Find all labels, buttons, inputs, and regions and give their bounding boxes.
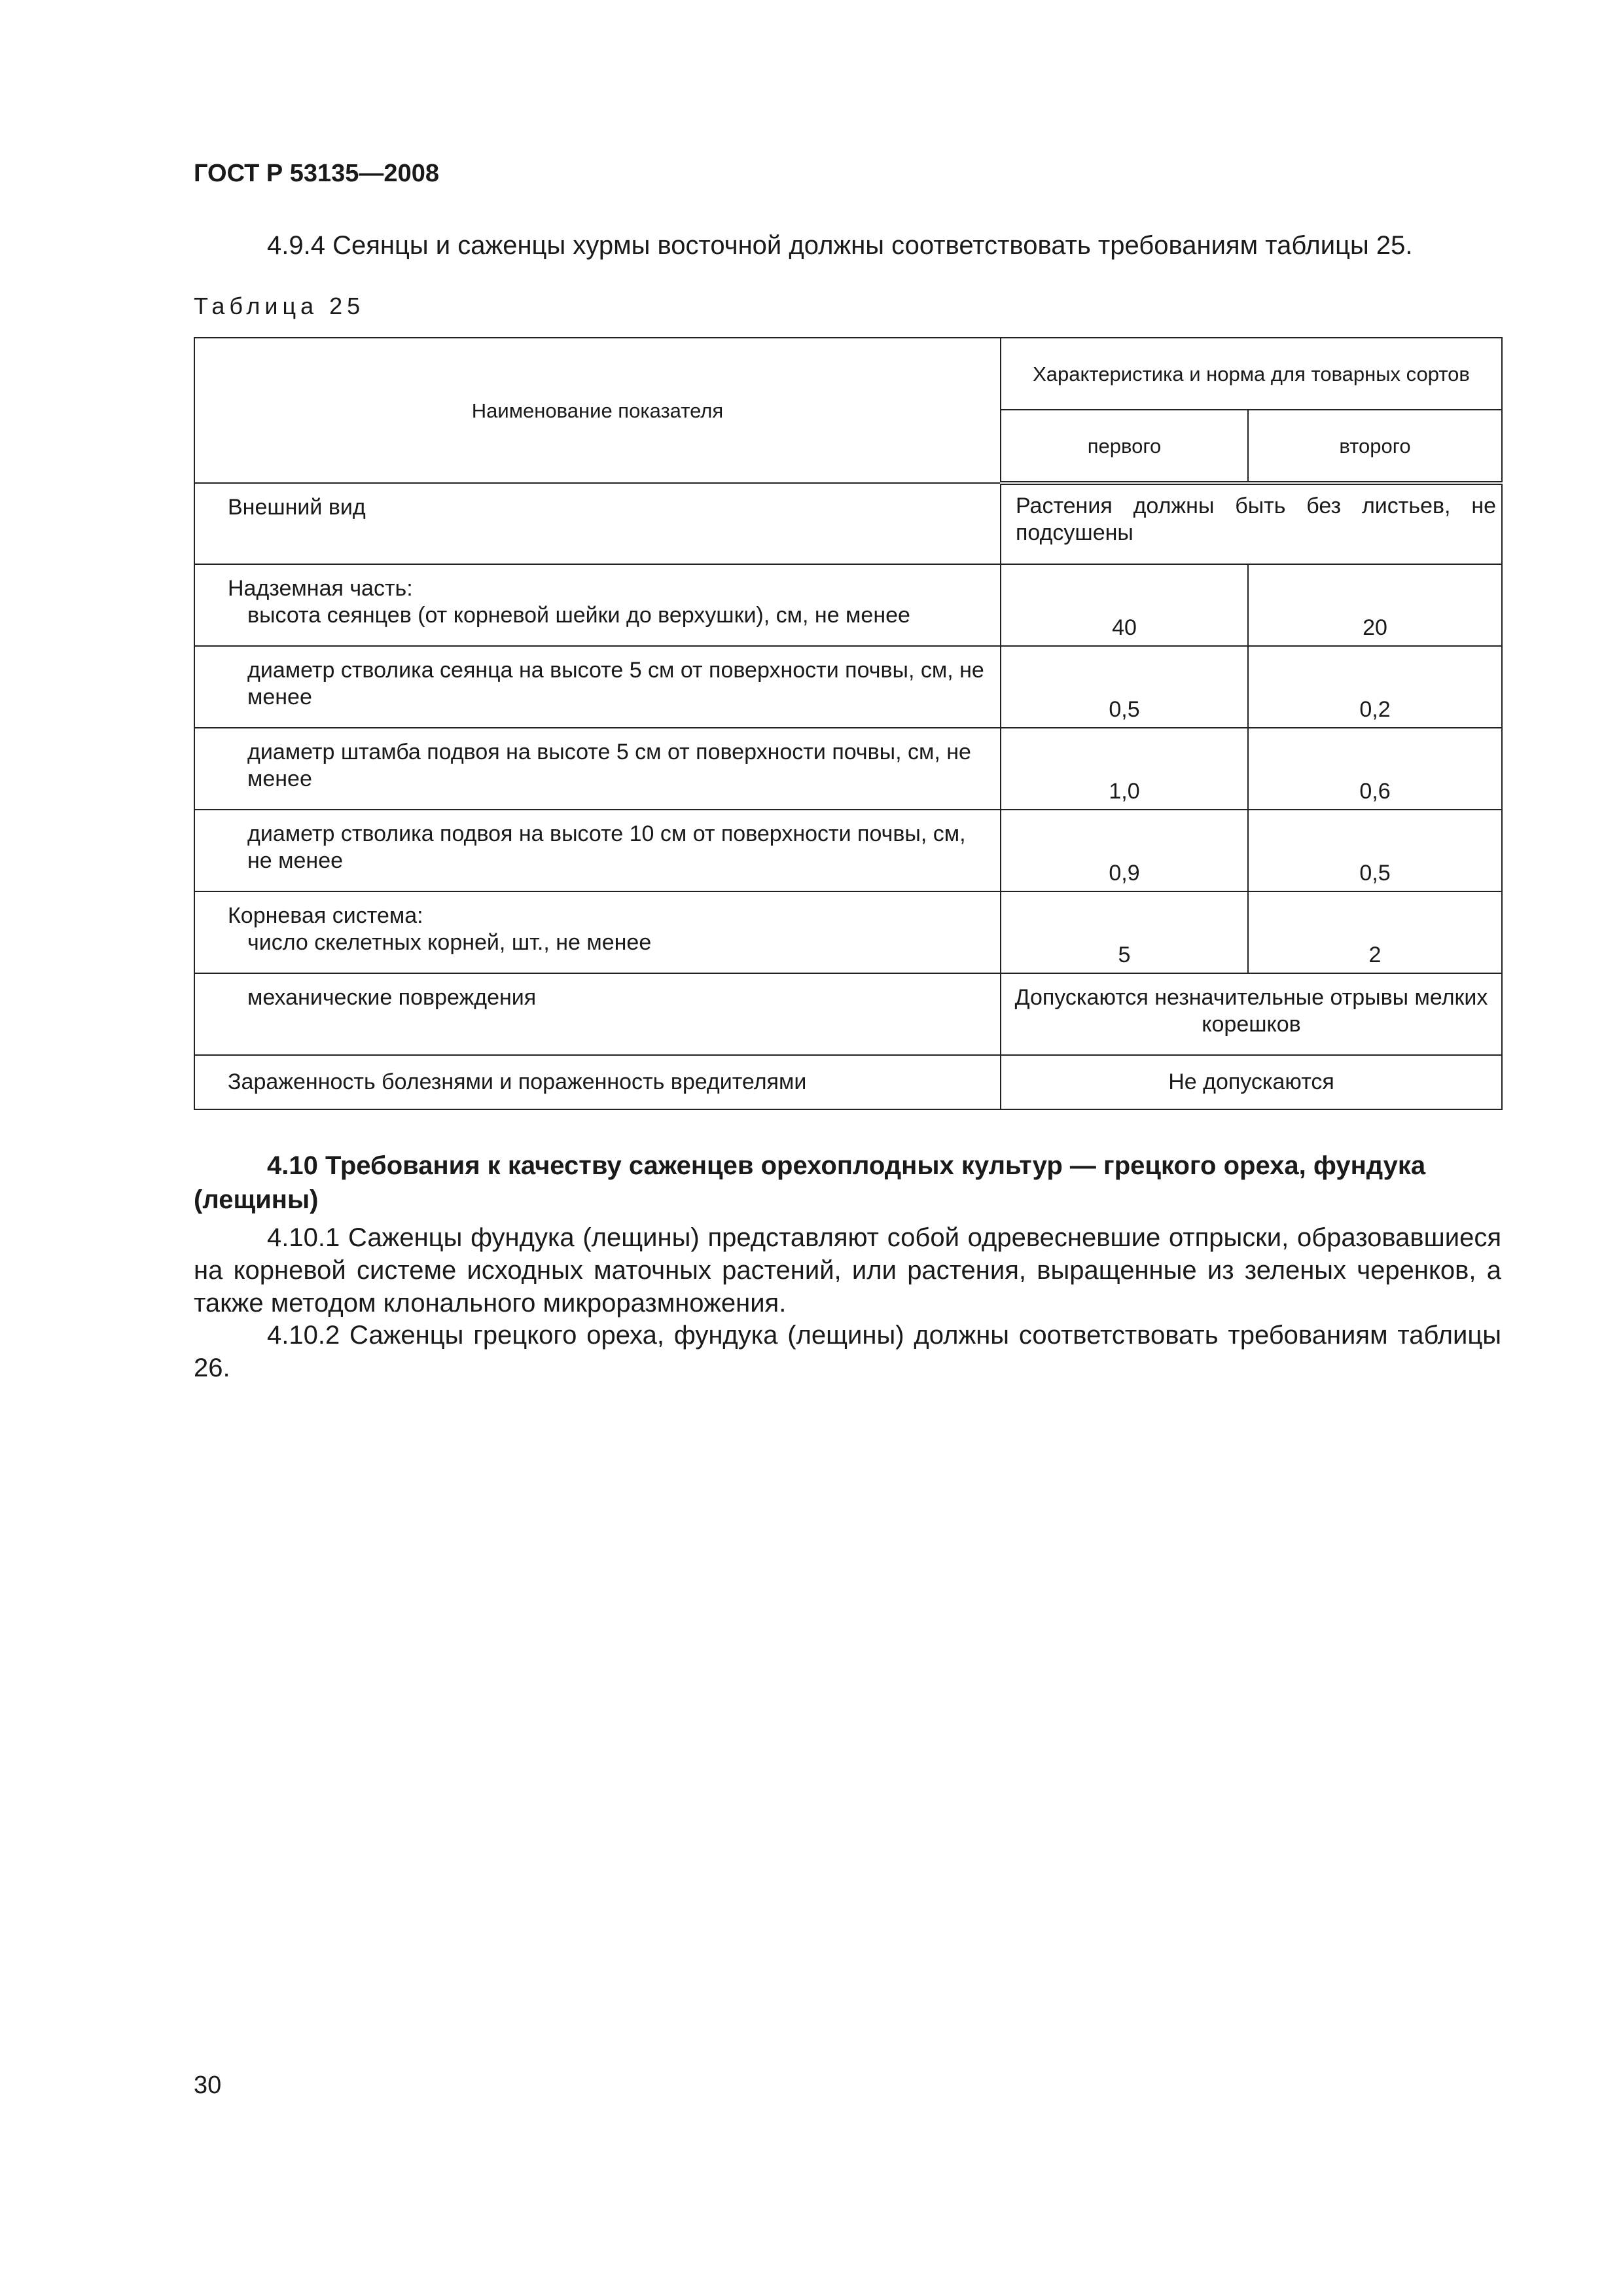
- value-rootstock-trunk-second: 0,6: [1248, 728, 1502, 810]
- requirements-table: [194, 337, 1503, 1110]
- row-label-rootstock-stem: диаметр стволика подвоя на высоте 10 см от поверхности почвы, см, не менее: [194, 810, 1001, 891]
- table-row: [194, 564, 1502, 646]
- value-rootstock-trunk-first: 1,0: [1001, 728, 1248, 810]
- value-height-first: 40: [1001, 564, 1248, 646]
- header-second-grade: второго: [1248, 410, 1502, 483]
- header-first-grade: первого: [1001, 410, 1248, 483]
- row-label-height: [194, 564, 1001, 646]
- table-row: [194, 810, 1502, 891]
- label-roots: число скелетных корней, шт., не менее: [247, 930, 652, 955]
- value-height-second: 20: [1248, 564, 1502, 646]
- value-seedling-stem-second: 0,2: [1248, 646, 1502, 728]
- table-row: [194, 728, 1502, 810]
- table-row: [194, 646, 1502, 728]
- value-roots-second: 2: [1248, 891, 1502, 973]
- table-row: [194, 973, 1502, 1055]
- value-rootstock-stem-first: 0,9: [1001, 810, 1248, 891]
- value-appearance: Растения должны быть без листьев, не подсушены: [1001, 483, 1502, 564]
- value-damage: Допускаются незначительные отрывы мелких корешков: [1001, 973, 1502, 1055]
- row-label-rootstock-trunk: диаметр штамба подвоя на высоте 5 см от поверхности почвы, см, не менее: [194, 728, 1001, 810]
- header-grade-group: Характеристика и норма для товарных сортов: [1001, 338, 1502, 410]
- paragraph-4-10-2: 4.10.2 Саженцы грецкого ореха, фундука (лещины) должны соответствовать требованиям таблицы 26.: [194, 1321, 1501, 1382]
- table-row: [194, 1055, 1502, 1109]
- document-header: ГОСТ Р 53135—2008: [194, 160, 439, 187]
- page-number: 30: [194, 2072, 222, 2099]
- intro-paragraph: 4.9.4 Сеянцы и саженцы хурмы восточной должны соответствовать требованиям таблицы 25.: [267, 231, 1413, 260]
- row-label-roots: [194, 891, 1001, 973]
- header-indicator-name: Наименование показателя: [194, 338, 1001, 483]
- table-row: [194, 891, 1502, 973]
- value-roots-first: 5: [1001, 891, 1248, 973]
- section-title: 4.10 Требования к качеству саженцев орехоплодных культур — грецкого ореха, фундука (лещины): [194, 1151, 1426, 1214]
- row-label-seedling-stem: диаметр стволика сеянца на высоте 5 см от поверхности почвы, см, не менее: [194, 646, 1001, 728]
- table-row: [194, 483, 1502, 564]
- paragraph-4-10-1: 4.10.1 Саженцы фундука (лещины) представляют собой одревесневшие отпрыски, образовавшиеся на корневой системе исходных маточных растений, или растения, выращенные из зеленых черенков, а также методом клонального микроразмножения.: [194, 1223, 1501, 1318]
- value-rootstock-stem-second: 0,5: [1248, 810, 1502, 891]
- label-height: высота сеянцев (от корневой шейки до верхушки), см, не менее: [247, 603, 910, 628]
- group-title-root-system: Корневая система:: [228, 903, 423, 928]
- value-disease: Не допускаются: [1001, 1055, 1502, 1109]
- row-label-appearance: Внешний вид: [194, 483, 1001, 564]
- group-title-above-ground: Надземная часть:: [228, 576, 413, 601]
- value-seedling-stem-first: 0,5: [1001, 646, 1248, 728]
- row-label-disease: Зараженность болезнями и пораженность вредителями: [194, 1055, 1001, 1109]
- table-caption: Таблица 25: [194, 293, 365, 319]
- row-label-damage: механические повреждения: [194, 973, 1001, 1055]
